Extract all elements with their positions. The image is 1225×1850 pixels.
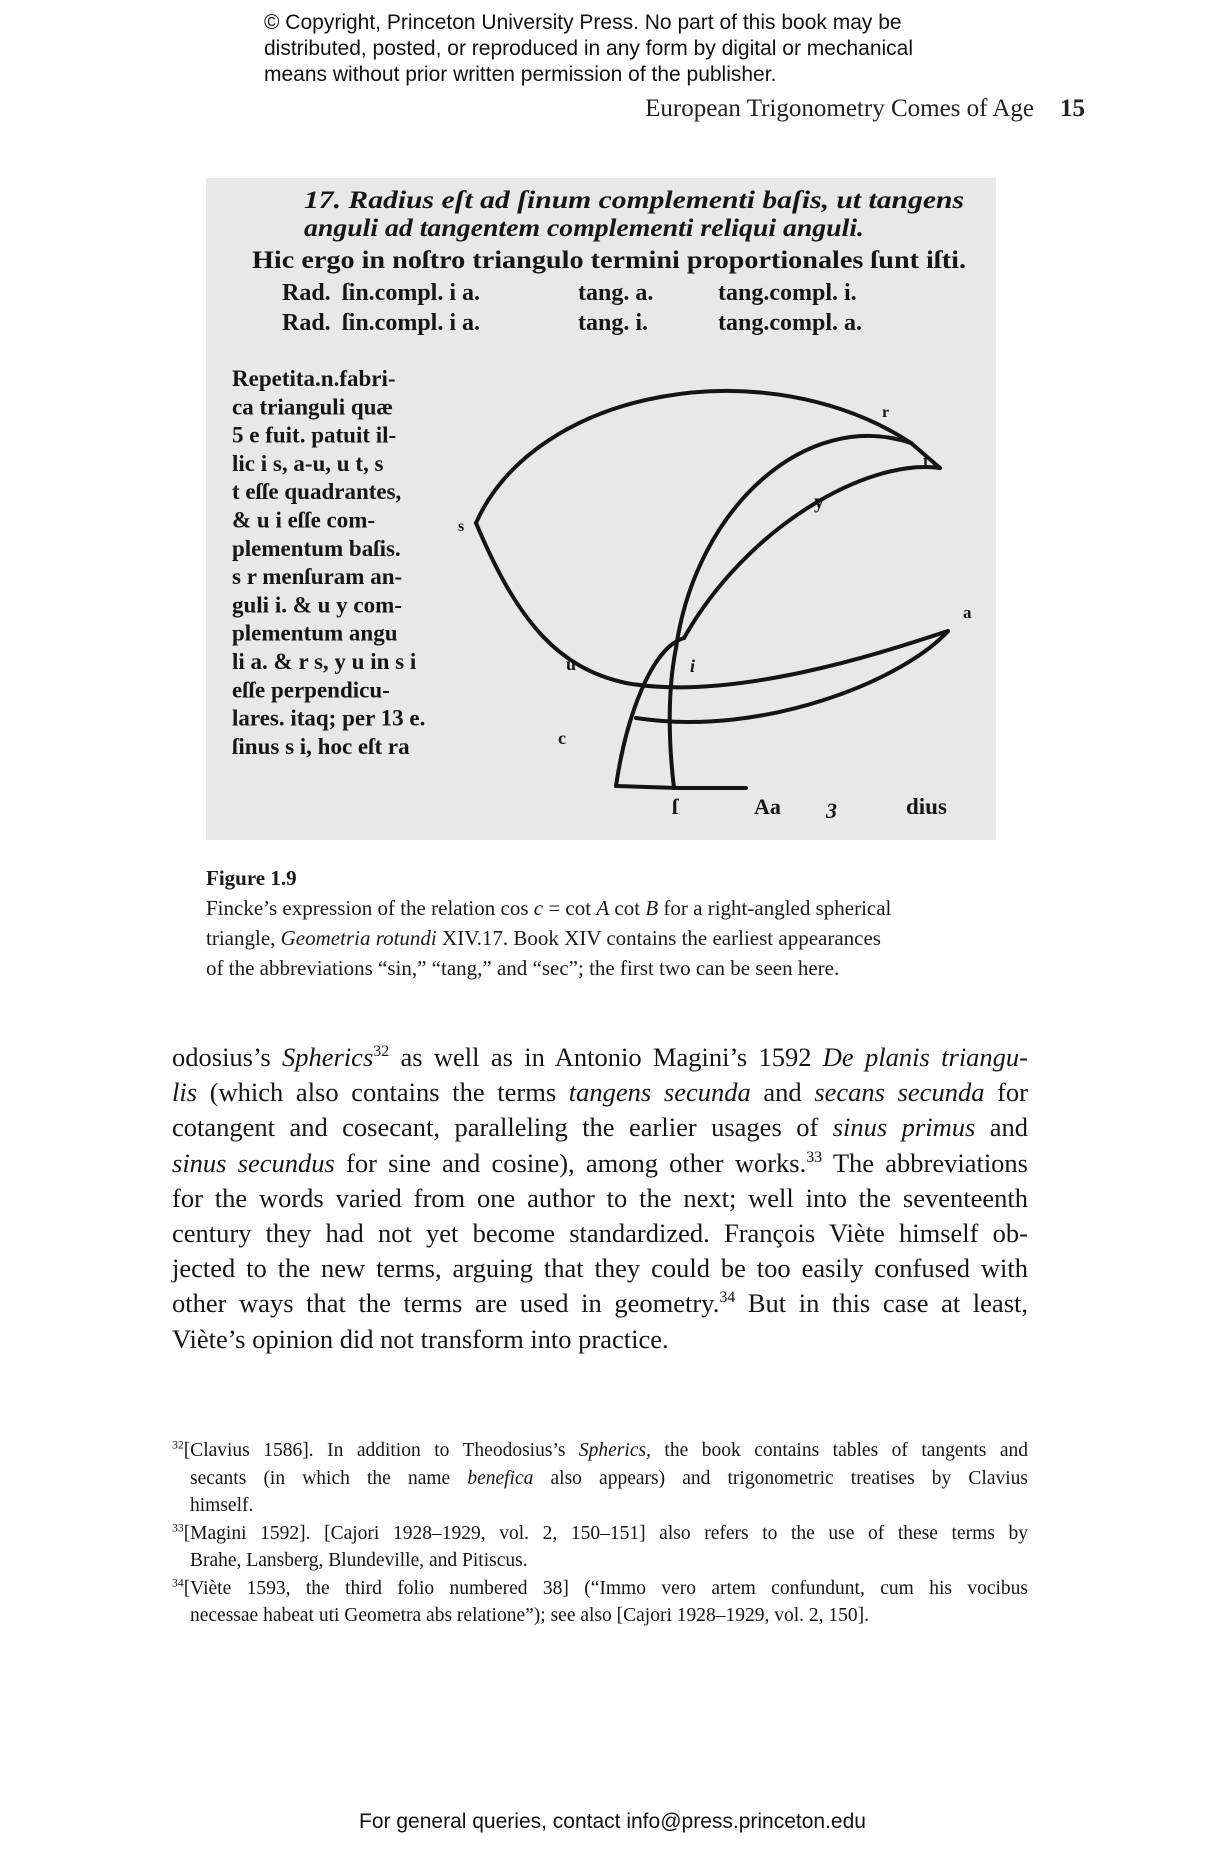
great-circle-arc (676, 436, 911, 648)
figure-table-cell: ſin.compl. i a. (342, 280, 481, 306)
body-line: century they had not yet become standardized. François Viète himself ob- (172, 1218, 1028, 1249)
footnote-number: 32 (172, 1438, 184, 1452)
footnote-line: $^{34}$[Viète 1593, the third folio numbered 38] (“Immo vero artem confundunt, cum his vocibus (172, 1576, 1028, 1599)
figure-bottom-aa: Aa (754, 794, 781, 819)
body-line: cotangent and cosecant, paralleling the earlier usages of sinus primus and (172, 1112, 1028, 1143)
figure-scan (206, 178, 996, 840)
point-label-u: u (566, 654, 577, 674)
copyright-notice (264, 10, 964, 88)
caption-line: of the abbreviations “sin,” “tang,” and “sec”; the first two can be seen here. (206, 956, 840, 980)
point-label-t: t (923, 451, 929, 470)
running-head (645, 95, 1085, 123)
body-line: other ways that the terms are used in geometry.$^{34}$ But in this case at least, (172, 1288, 1028, 1319)
copyright-line: © Copyright, Princeton University Press. No part of this book may be (264, 11, 902, 34)
figure-table-cell: tang. a. (578, 280, 654, 306)
figure-label: Figure 1.9 (206, 866, 297, 890)
figure-side-line: ca trianguli quæ (232, 394, 394, 420)
outer-arc (476, 523, 626, 683)
figure-table-cell: ſin.compl. i a. (342, 310, 481, 336)
figure-side-line: eſſe perpendicu- (232, 677, 390, 703)
figure-side-text (232, 366, 425, 759)
body-line: Viète’s opinion did not transform into practice. (172, 1323, 669, 1354)
figure-heading-line: anguli ad tangentem complementi reliqui anguli. (304, 215, 864, 242)
figure-text-line: Hic ergo in noſtro triangulo termini proportionales ſunt iſti. (252, 247, 966, 274)
figure-side-line: t eſſe quadrantes, (232, 479, 402, 505)
figure-side-line: plementum baſis. (232, 535, 401, 561)
great-circle-arc (670, 648, 676, 788)
footnote-number: 34 (172, 1576, 184, 1589)
point-label-r: r (882, 404, 890, 421)
footnote-line: necessae habeat uti Geometra abs relatione”); see also [Cajori 1928–1929, vol. 2, 150]. (190, 1605, 870, 1626)
figure-caption (206, 863, 996, 983)
footnotes (172, 1437, 1028, 1630)
footnote-number: 33 (172, 1521, 184, 1534)
great-circle-arc (684, 467, 940, 638)
copyright-line: distributed, posted, or reproduced in any form by digital or mechanical (264, 37, 914, 60)
footnote-line: himself. (190, 1495, 254, 1516)
figure-side-line: lic i s, a-u, u t, s (232, 450, 384, 476)
footnote-32 (172, 1437, 1028, 1520)
outer-arc (476, 391, 911, 523)
point-label-a: a (963, 603, 972, 622)
figure-side-line: & u i eſſe com- (232, 507, 376, 533)
footnote-34 (172, 1575, 1028, 1630)
point-label-s: s (458, 518, 465, 535)
figure-drawing (206, 178, 996, 840)
footnote-33 (172, 1520, 1028, 1575)
figure-bottom-mark: ſ (672, 794, 679, 819)
figure-side-line: lares. itaq; per 13 e. (232, 705, 426, 731)
body-line: sinus secundus for sine and cosine), among other works.$^{33}$ The abbreviations (172, 1147, 1028, 1178)
base-arc (616, 786, 746, 788)
figure-side-line: ſinus s i, hoc eſt ra (232, 733, 410, 759)
figure-table-cell: Rad. (282, 280, 331, 306)
figure-table-cell: tang. i. (578, 310, 649, 336)
body-line: odosius’s Spherics$^{32}$ as well as in Antonio Magini’s 1592 De planis triangu- (172, 1042, 1029, 1072)
figure-bottom-3: 3 (826, 798, 837, 823)
running-head-title: European Trigonometry Comes of Age (645, 95, 1034, 122)
figure-bottom-dius: dius (906, 794, 947, 819)
caption-line: triangle, Geometria rotundi XIV.17. Book XIV contains the earliest appearances (206, 926, 881, 950)
figure-side-line: Repetita.n.fabri- (232, 366, 396, 391)
figure-side-line: 5 e fuit. patuit il- (232, 422, 397, 448)
body-line: lis (which also contains the terms tangens secunda and secans secunda for (172, 1077, 1029, 1108)
point-label-i: i (690, 656, 696, 676)
figure-side-line: guli i. & u y com- (232, 592, 402, 618)
figure-heading-line: 17. Radius eſt ad ſinum complementi baſis, ut tangens (304, 187, 964, 214)
figure-table-cell: tang.compl. i. (718, 280, 857, 306)
footnote-line: $^{33}$[Magini 1592]. [Cajori 1928–1929, vol. 2, 150–151] also refers to the use of these terms by (172, 1521, 1028, 1544)
footnote-line: secants (in which the name benefica also appears) and trigonometric treatises by Clavius (190, 1467, 1029, 1489)
figure-side-line: plementum angu (232, 620, 398, 646)
body-paragraph (172, 1040, 1028, 1357)
body-line: jected to the new terms, arguing that they could be too easily confused with (172, 1253, 1028, 1284)
copyright-line: means without prior written permission of the publisher. (264, 63, 777, 86)
figure-table-cell: Rad. (282, 310, 331, 336)
caption-line: Fincke’s expression of the relation cos c = cot A cot B for a right-angled spherical (206, 896, 892, 920)
page-number: 15 (1060, 95, 1085, 122)
footnote-line: $^{32}$[Clavius 1586]. In addition to Theodosius’s Spherics, the book contains tables of tangents and (172, 1438, 1028, 1461)
point-label-y: y (814, 491, 824, 513)
figure-table-cell: tang.compl. a. (718, 310, 862, 336)
body-line: for the words varied from one author to the next; well into the seventeenth (172, 1182, 1028, 1213)
point-label-c: c (558, 728, 566, 748)
figure-side-line: li a. & r s, y u in s i (232, 649, 417, 674)
figure-side-line: s r menſuram an- (232, 564, 403, 590)
footer-contact: For general queries, contact info@press.princeton.edu (359, 1810, 866, 1833)
footnote-line: Brahe, Lansberg, Blundeville, and Pitiscus. (190, 1550, 528, 1571)
